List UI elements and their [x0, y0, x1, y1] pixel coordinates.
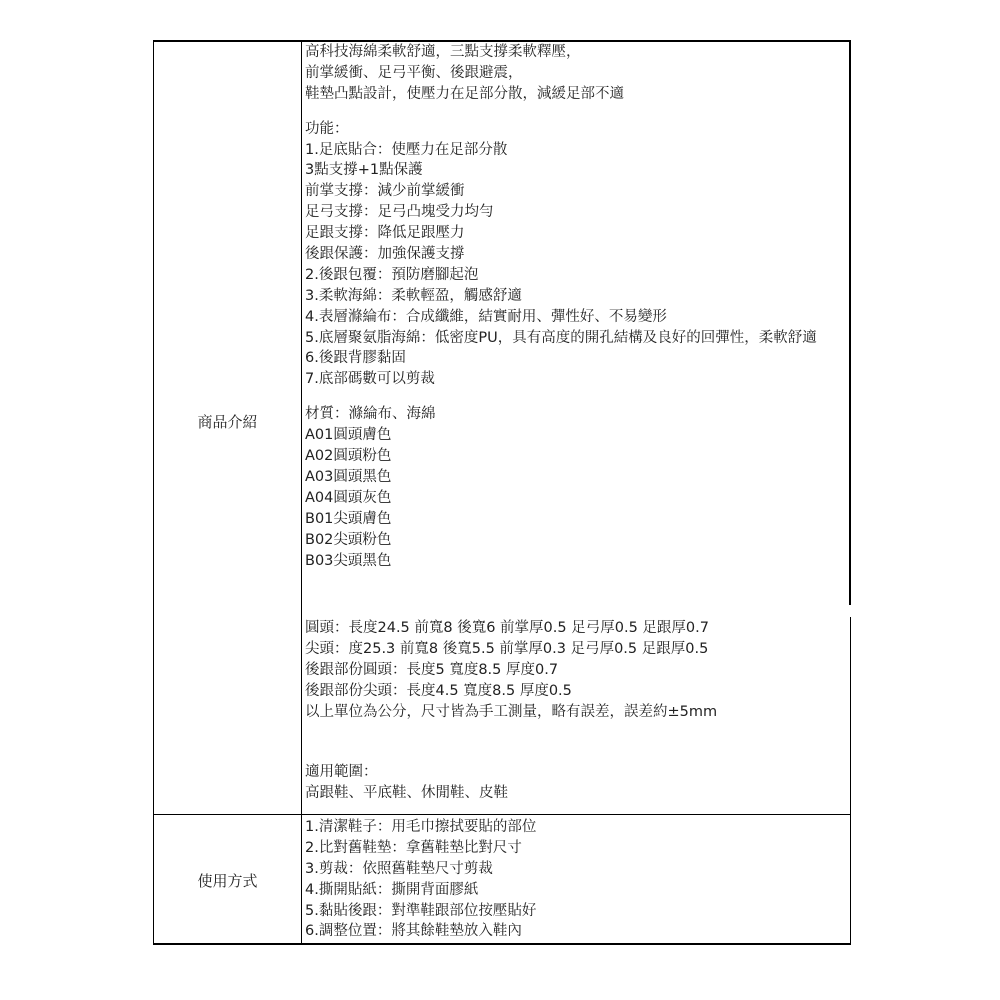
step-item: 2.比對舊鞋墊：拿舊鞋墊比對尺寸: [305, 839, 522, 856]
text-line: 後跟保護：加強保護支撐: [305, 246, 465, 263]
text-line: 足弓支撐：足弓凸塊受力均勻: [305, 204, 494, 221]
text-line: 前掌緩衝、足弓平衡、後跟避震，: [305, 64, 523, 81]
size-line: 圓頭：長度24.5 前寬8 後寬6 前掌厚0.5 足弓厚0.5 足跟厚0.7: [305, 620, 709, 636]
size-line: 尖頭：度25.3 前寬8 後寬5.5 前掌厚0.3 足弓厚0.5 足跟厚0.5: [305, 640, 709, 657]
step-item: 4.撕開貼紙：撕開背面膠紙: [305, 881, 479, 898]
step-item: 6.調整位置：將其餘鞋墊放入鞋內: [305, 923, 522, 940]
features-heading: 功能：: [305, 120, 349, 137]
text-line: 4.表層滌綸布：合成纖維，結實耐用、彈性好、不易變形: [305, 308, 667, 325]
variant-item: A01圓頭膚色: [305, 427, 392, 444]
variant-item: A03圓頭黑色: [305, 468, 392, 485]
usage-steps: [305, 817, 845, 942]
intro-label: 商品介紹: [197, 413, 258, 431]
material-heading: 材質：滌綸布、海綿: [305, 406, 436, 423]
variant-item: A02圓頭粉色: [305, 448, 392, 465]
size-note: 以上單位為公分，尺寸皆為手工測量，略有誤差，誤差約±5mm: [305, 703, 718, 720]
usage-scope: [305, 762, 845, 804]
text-line: 2.後跟包覆：預防磨腳起泡: [305, 266, 479, 283]
text-line: 7.底部碼數可以剪裁: [305, 371, 435, 388]
step-item: 5.黏貼後跟：對準鞋跟部位按壓貼好: [305, 902, 537, 919]
table-right-border-bottom: [850, 617, 851, 945]
text-line: 足跟支撐：降低足跟壓力: [305, 225, 465, 242]
usage-label: 使用方式: [197, 872, 258, 890]
variant-item: A04圓頭灰色: [305, 489, 392, 506]
size-content: [305, 618, 845, 722]
variant-item: B01尖頭膚色: [305, 510, 392, 527]
variant-item: B02尖頭粉色: [305, 531, 392, 548]
size-line: 後跟部份尖頭：長度4.5 寬度8.5 厚度0.5: [305, 682, 572, 699]
row-divider: [153, 814, 851, 815]
step-item: 3.剪裁：依照舊鞋墊尺寸剪裁: [305, 860, 493, 877]
table-bottom-border: [153, 943, 851, 945]
text-line: 5.底層聚氨脂海綿：低密度PU，具有高度的開孔結構及良好的回彈性，柔軟舒適: [305, 329, 817, 346]
intro-content: [305, 42, 845, 571]
text-line: 高科技海綿柔軟舒適，三點支撐柔軟釋壓，: [305, 44, 581, 60]
intro-summary: [305, 42, 845, 105]
text-line: 3點支撐+1點保護: [305, 162, 423, 179]
text-line: 1.足底貼合：使壓力在足部分散: [305, 141, 508, 158]
text-line: 前掌支撐：減少前掌緩衝: [305, 183, 465, 200]
scope-line: 高跟鞋、平底鞋、休閒鞋、皮鞋: [305, 784, 508, 801]
size-line: 後跟部份圓頭：長度5 寬度8.5 厚度0.7: [305, 661, 559, 678]
variant-item: B03尖頭黑色: [305, 552, 392, 569]
step-item: 1.清潔鞋子：用毛巾擦拭要貼的部位: [305, 819, 537, 835]
column-divider: [301, 40, 302, 945]
text-line: 鞋墊凸點設計，使壓力在足部分散，減緩足部不適: [305, 85, 624, 102]
scope-heading: 適用範圍：: [305, 764, 378, 780]
table-right-border-top: [849, 40, 851, 605]
text-line: 3.柔軟海綿：柔軟輕盈，觸感舒適: [305, 287, 522, 304]
features-list: [305, 119, 845, 391]
text-line: 6.後跟背膠黏固: [305, 350, 406, 367]
table-left-border: [153, 40, 154, 945]
material-list: [305, 404, 845, 571]
